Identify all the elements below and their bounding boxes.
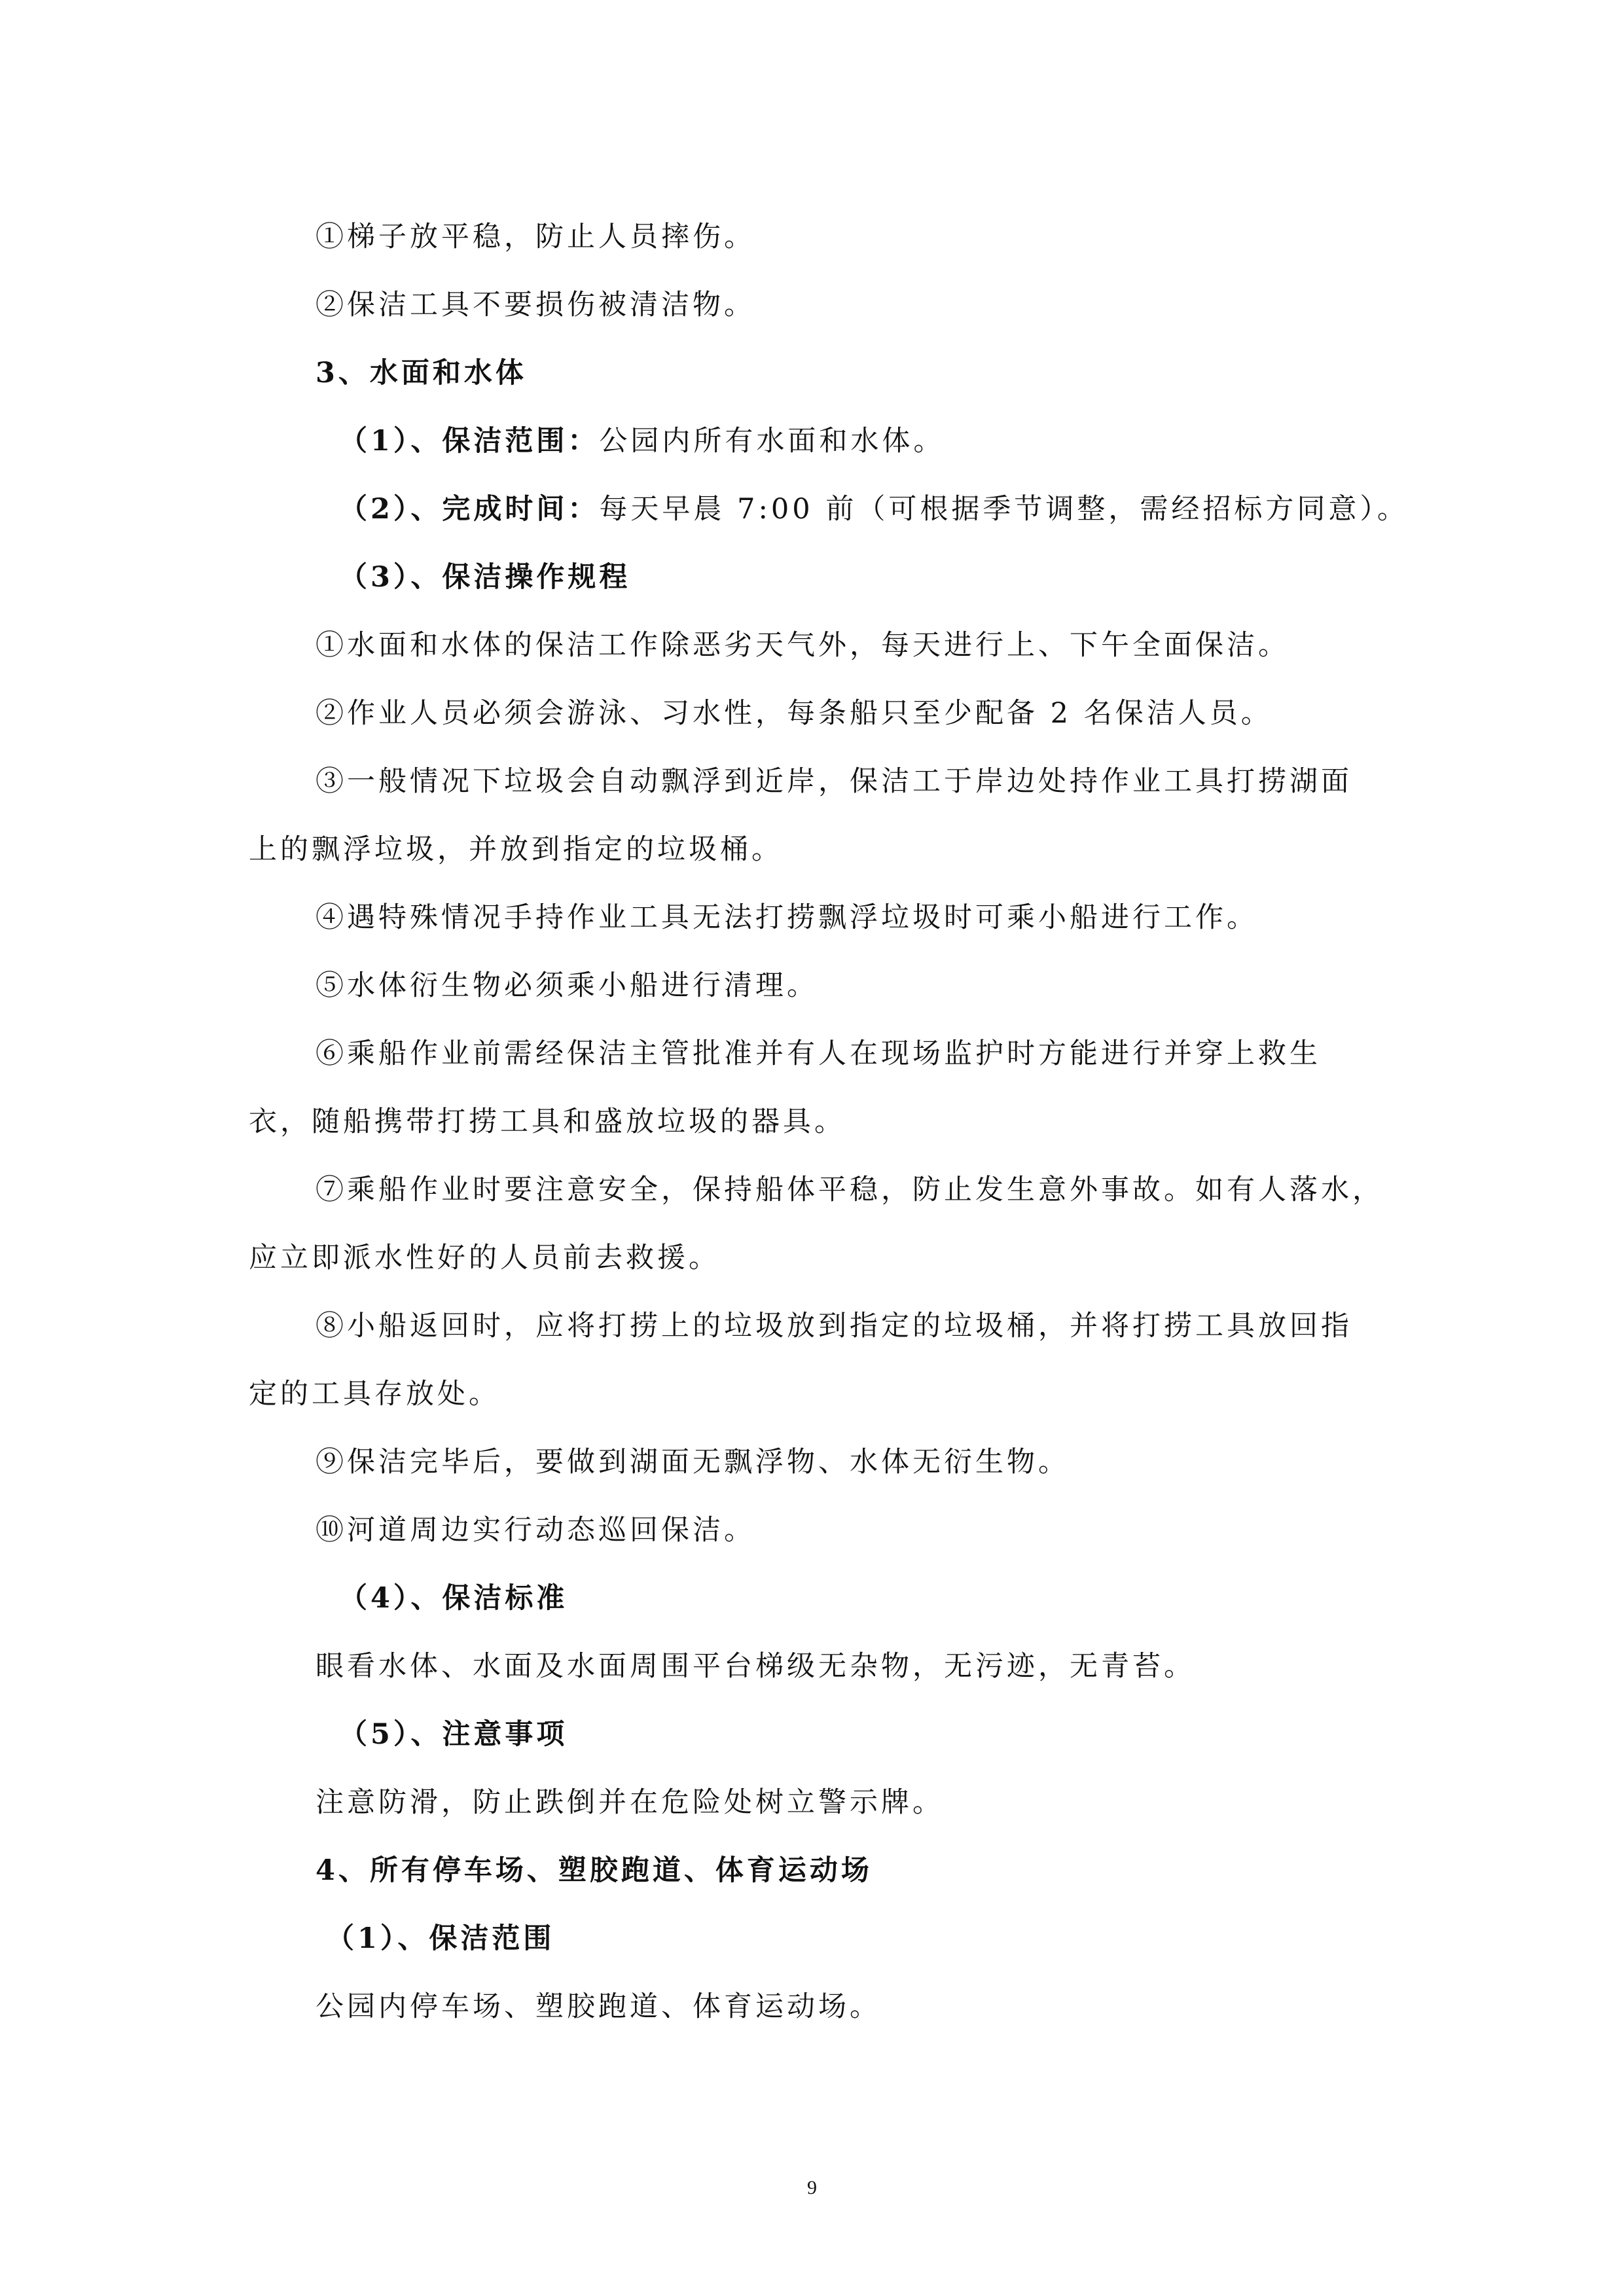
text-line: 定的工具存放处。 xyxy=(249,1378,500,1410)
text-line: ①梯子放平稳，防止人员摔伤。 xyxy=(316,221,755,253)
subsection-heading: （1）、保洁范围 xyxy=(326,1922,555,1955)
page-number: 9 xyxy=(807,2177,817,2198)
subsection-heading: （3）、保洁操作规程 xyxy=(339,561,631,594)
item-text: 公园内所有水面和水体。 xyxy=(599,425,945,457)
text-line: ①水面和水体的保洁工作除恶劣天气外，每天进行上、下午全面保洁。 xyxy=(316,629,1290,662)
text-line: ⑦乘船作业时要注意安全，保持船体平稳，防止发生意外事故。如有人落水， xyxy=(316,1174,1384,1206)
text-line xyxy=(339,490,1409,529)
text-line: ⑨保洁完毕后，要做到湖面无飘浮物、水体无衍生物。 xyxy=(316,1446,1070,1479)
subsection-heading: （5）、注意事项 xyxy=(339,1718,568,1751)
text-line: ⑤水体衍生物必须乘小船进行清理。 xyxy=(316,969,818,1002)
text-line: 注意防滑，防止跌倒并在危险处树立警示牌。 xyxy=(316,1786,944,1819)
text-line: ⑥乘船作业前需经保洁主管批准并有人在现场监护时方能进行并穿上救生 xyxy=(316,1037,1321,1070)
text-line: 应立即派水性好的人员前去救援。 xyxy=(249,1242,720,1274)
text-line: 上的飘浮垃圾，并放到指定的垃圾桶。 xyxy=(249,833,783,866)
text-line: ②作业人员必须会游泳、习水性，每条船只至少配备 2 名保洁人员。 xyxy=(316,697,1272,730)
text-line: 衣，随船携带打捞工具和盛放垃圾的器具。 xyxy=(249,1105,846,1138)
subsection-heading: （4）、保洁标准 xyxy=(339,1582,568,1615)
text-line: ②保洁工具不要损伤被清洁物。 xyxy=(316,289,755,321)
text-line: ⑧小船返回时，应将打捞上的垃圾放到指定的垃圾桶，并将打捞工具放回指 xyxy=(316,1310,1352,1342)
text-line: ⑩河道周边实行动态巡回保洁。 xyxy=(316,1514,755,1547)
item-label: （1）、保洁范围： xyxy=(339,425,600,457)
section-heading: 4、所有停车场、塑胶跑道、体育运动场 xyxy=(316,1854,873,1887)
text-line: 眼看水体、水面及水面周围平台梯级无杂物，无污迹，无青苔。 xyxy=(316,1650,1195,1683)
text-line: 公园内停车场、塑胶跑道、体育运动场。 xyxy=(316,1990,881,2023)
item-text: 每天早晨 7:00 前（可根据季节调整，需经招标方同意）。 xyxy=(599,493,1409,526)
text-line: ④遇特殊情况手持作业工具无法打捞飘浮垃圾时可乘小船进行工作。 xyxy=(316,901,1258,934)
text-line xyxy=(339,422,945,461)
section-heading: 3、水面和水体 xyxy=(316,357,527,389)
item-label: （2）、完成时间： xyxy=(339,493,600,526)
text-line: ③一般情况下垃圾会自动飘浮到近岸，保洁工于岸边处持作业工具打捞湖面 xyxy=(316,765,1352,798)
